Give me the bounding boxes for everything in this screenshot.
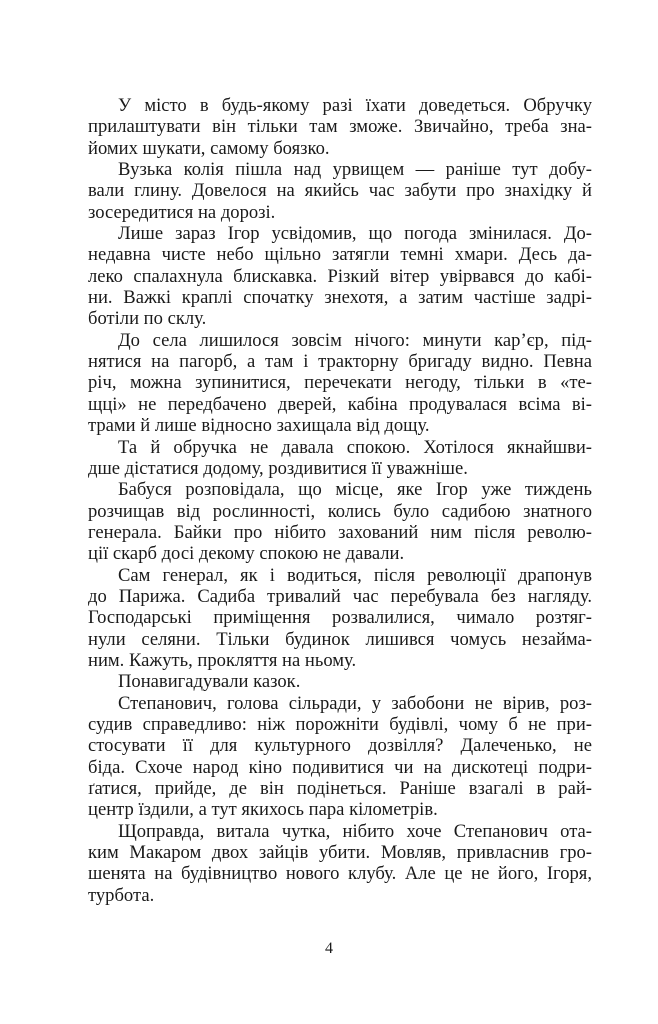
text-line: вали глину. Довелося на якийсь час забути про знахідку й <box>88 180 592 202</box>
text-line: Лише зараз Ігор усвідомив, що погода змінилася. До- <box>118 223 592 245</box>
text-line: трами й лише відносно захищала від дощу. <box>88 415 430 437</box>
text-line: Та й обручка не давала спокою. Хотілося якнайшви- <box>118 436 592 458</box>
text-line: річ, можна зупинитися, перечекати негоду, тільки в «те- <box>88 372 592 394</box>
text-line: Господарські приміщення розвалилися, чимало розтяг- <box>88 607 592 629</box>
text-line: ким Макаром двох зайців убити. Мовляв, привласнив гро- <box>88 842 592 864</box>
text-line: йомих шукати, самому боязко. <box>88 137 330 159</box>
page-number: 4 <box>325 940 333 957</box>
text-line: Степанович, голова сільради, у забобони не вірив, роз- <box>118 692 592 714</box>
text-line: щці» не передбачено дверей, кабіна продувалася всіма ві- <box>88 393 592 415</box>
text-line: зосередитися на дорозі. <box>88 201 276 223</box>
text-line: ни. Важкі краплі спочатку знехотя, а затим частіше задрі- <box>88 287 592 309</box>
text-line: Щоправда, витала чутка, нібито хоче Степанович ота- <box>118 820 592 842</box>
text-line: турбота. <box>88 884 155 906</box>
text-line: Вузька колія пішла над урвищем — раніше тут добу- <box>118 159 592 181</box>
text-line: ґатися, прийде, де він подінеться. Раніше взагалі в рай- <box>88 778 592 799</box>
text-line: Сам генерал, як і водиться, після революції драпонув <box>118 564 592 586</box>
text-line: Бабуся розповідала, що місце, яке Ігор уже тиждень <box>118 479 592 501</box>
text-line: шенята на будівництво нового клубу. Але це не його, Ігоря, <box>88 863 592 885</box>
text-line: дше дістатися додому, роздивитися її уважніше. <box>88 457 468 479</box>
text-line: Понавигадували казок. <box>118 671 301 693</box>
text-line: біда. Схоче народ кіно подивитися чи на дискотеці подри- <box>88 756 592 778</box>
text-line: нули селяни. Тільки будинок лишився чомусь незайма- <box>88 628 592 650</box>
text-line: ції скарб досі декому спокою не давали. <box>88 543 405 565</box>
page-text <box>88 95 592 906</box>
text-line: ботіли по склу. <box>88 308 207 330</box>
text-line: У місто в будь-якому разі їхати доведеться. Обручку <box>118 95 592 116</box>
text-line: центр їздили, а тут якихось пара кілометрів. <box>88 799 438 821</box>
text-line: стосувати її для культурного дозвілля? Далеченько, не <box>88 735 592 757</box>
text-line: прилаштувати він тільки там зможе. Звичайно, треба зна- <box>88 116 592 138</box>
text-line: ним. Кажуть, прокляття на ньому. <box>88 649 357 671</box>
text-line: нятися на пагорб, а там і тракторну бригаду видно. Певна <box>88 351 592 373</box>
text-line: леко спалахнула блискавка. Різкий вітер увірвався до кабі- <box>88 265 592 287</box>
text-line: генерала. Байки про нібито захований ним після револю- <box>88 521 592 543</box>
text-line: судив справедливо: ніж порожніти будівлі, чому б не при- <box>88 713 592 735</box>
text-line: До села лишилося зовсім нічого: минути кар’єр, під- <box>118 329 592 351</box>
text-line: розчищав від рослинності, колись було садибою знатного <box>88 500 592 522</box>
text-line: недавна чисте небо щільно затягли темні хмари. Десь да- <box>88 244 592 266</box>
text-line: до Парижа. Садиба тривалий час перебувала без нагляду. <box>88 585 592 607</box>
